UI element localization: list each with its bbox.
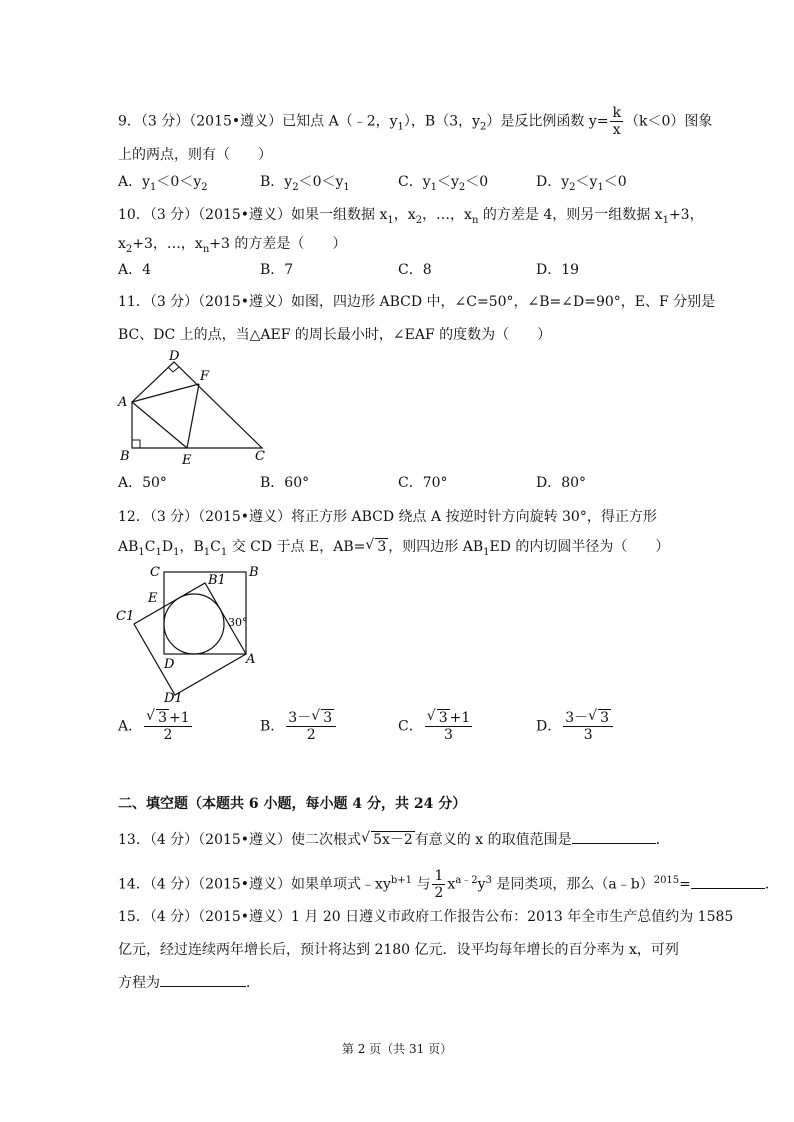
q12-opt-b-head: 3－ <box>288 710 312 726</box>
q9-opt-a-s1: 1 <box>150 181 157 193</box>
q9-sub1: 1 <box>397 121 404 133</box>
q10-text-a: 10．（3 分）（2015•遵义）如果一组数据 x <box>118 207 388 223</box>
q12-opt-c-radicand: 3 <box>438 710 448 726</box>
q10-sub-a: 1 <box>387 214 394 226</box>
q11-option-d: D．80° <box>536 475 587 491</box>
q10-l2-subn: n <box>202 243 210 255</box>
q9-option-b <box>260 172 350 198</box>
q12-sqrt-body: 3 <box>377 539 387 555</box>
q11-option-a: A．50° <box>118 475 167 491</box>
q12-label-d1: D1 <box>164 691 183 706</box>
q13-sqrt-symbol: √ <box>361 830 370 846</box>
q9-opt-b-label: B．y <box>260 174 293 190</box>
q12-opt-b-rad <box>311 710 334 726</box>
q11-right-angle-b <box>132 440 140 448</box>
q15-line2: 亿元，经过连续两年增长后，预计将达到 2180 亿元．设平均每年增长的百分率为 x，可列 <box>118 942 679 958</box>
q12-opt-a-tail: +1 <box>169 710 190 726</box>
q10-text-e: +3， <box>668 207 704 223</box>
q9-text-d: （k＜0）图象 <box>624 113 713 130</box>
q9-opt-c-s1: 1 <box>430 181 437 193</box>
q9-opt-a-mid: ＜0＜y <box>156 174 202 190</box>
q15-text-b: ． <box>246 975 260 991</box>
q12-opt-d-head: 3－ <box>565 710 589 726</box>
q12-incircle <box>164 594 224 654</box>
q12-opt-b-den: 2 <box>306 727 316 743</box>
q13-sqrt <box>361 830 415 850</box>
q13-text-b: 有意义的 x 的取值范围是 <box>414 832 572 848</box>
q12-option-a <box>118 710 194 743</box>
q14-text-a: 14．（4 分）（2015•遵义）如果单项式﹣xy <box>118 876 391 893</box>
q9-frac-num: k <box>612 105 621 121</box>
q9-opt-d-end: ＜0 <box>603 174 627 190</box>
q9-text-c: ）是反比例函数 y= <box>486 113 609 130</box>
q12-opt-b-label: B． <box>260 718 285 735</box>
q9-option-a <box>118 172 208 198</box>
q14-answer-blank[interactable] <box>691 874 765 889</box>
q12-s5: 1 <box>220 546 228 558</box>
q12-opt-c-den: 3 <box>444 727 453 743</box>
q14-text-f: = <box>679 876 691 893</box>
q9-opt-c-end: ＜0 <box>465 174 489 190</box>
q12-opt-c-frac <box>425 710 473 743</box>
q11-figure <box>112 350 282 465</box>
q12-sqrt3 <box>365 537 388 557</box>
q9-opt-d-label: D．y <box>536 174 570 190</box>
q11-label-c: C <box>255 449 265 464</box>
q12-opt-a-label: A． <box>118 718 143 735</box>
q11-label-a: A <box>118 395 128 410</box>
q12-opt-b-sqrt-symbol: √ <box>311 708 321 724</box>
q12-s3: 1 <box>173 546 180 558</box>
q12-opt-b-num <box>286 710 336 727</box>
q10-line1 <box>118 205 704 231</box>
q12-s6: 1 <box>483 546 490 558</box>
q9-opt-a-label: A．y <box>118 174 151 190</box>
q13-line <box>118 829 670 850</box>
q12-t-g: ，则四边形 AB <box>388 539 484 555</box>
q14-sup2: a﹣2 <box>455 874 478 886</box>
q9-opt-c-s2: 2 <box>458 181 466 193</box>
q12-label-30: 30° <box>228 616 248 629</box>
q12-label-b: B <box>249 565 259 580</box>
q12-opt-a-sqrt-symbol: √ <box>146 708 156 724</box>
q12-opt-d-sqrt-symbol: √ <box>588 708 598 724</box>
q12-label-c1: C1 <box>116 609 135 624</box>
q14-text-d: y <box>477 876 486 893</box>
q12-label-c: C <box>150 565 160 580</box>
q9-line2: 上的两点，则有（ ） <box>118 147 272 163</box>
q12-opt-a-num <box>144 710 192 727</box>
q11-right-angle-d <box>168 367 179 372</box>
q10-option-d: D．19 <box>536 262 580 278</box>
q9-text-a: 9．（3 分）（2015•遵义）已知点 A（﹣2，y <box>118 113 398 130</box>
q12-square-abcd <box>164 572 246 654</box>
q14-text-c: x <box>447 876 456 893</box>
q12-option-b <box>260 710 338 743</box>
q11-line-ef <box>187 384 199 448</box>
q9-opt-d-s2: 1 <box>597 181 604 193</box>
q11-label-e: E <box>182 453 192 465</box>
q12-t-h: ED 的内切圆半径为（ ） <box>489 539 670 555</box>
q15-text-a: 方程为 <box>118 975 160 991</box>
q11-quad-abcd <box>132 362 262 448</box>
q12-opt-c-rad <box>427 710 450 726</box>
q9-opt-c-label: C．y <box>398 174 431 190</box>
q12-opt-d-radicand: 3 <box>600 710 610 726</box>
q11-line1: 11．（3 分）（2015•遵义）如图，四边形 ABCD 中，∠C=50°，∠B=∠D=90°，E、F 分别是 <box>118 294 716 310</box>
q12-opt-a-radicand: 3 <box>158 710 168 726</box>
q14-line <box>118 868 779 901</box>
q12-label-d: D <box>164 657 175 672</box>
q14-frac-den: 2 <box>434 885 444 901</box>
q12-label-b1: B1 <box>208 573 226 588</box>
q12-s1: 1 <box>138 546 145 558</box>
q12-line2 <box>118 537 669 563</box>
q10-text-c: ，…，x <box>422 207 472 223</box>
q12-t-e: C <box>210 539 221 555</box>
q15-line1: 15．（4 分）（2015•遵义）1 月 20 日遵义市政府工作报告公布：2013 年全市生产总值约为 1585 <box>118 909 734 925</box>
q14-sup1: b+1 <box>390 874 413 886</box>
q13-radicand: 5x－2 <box>373 832 413 848</box>
q12-label-e: E <box>148 591 158 606</box>
q9-line1 <box>118 105 712 138</box>
q12-option-d <box>536 710 615 743</box>
q14-frac-num: 1 <box>434 868 444 884</box>
q12-t-c: D <box>161 539 174 555</box>
q12-s4: 1 <box>203 546 211 558</box>
q12-opt-b-frac <box>286 710 336 743</box>
q13-text-a: 13．（4 分）（2015•遵义）使二次根式 <box>118 832 362 848</box>
q12-opt-c-sqrt-symbol: √ <box>426 708 436 724</box>
q10-sub-b: 2 <box>415 214 423 226</box>
q12-opt-b-radicand: 3 <box>323 710 333 726</box>
q12-s2: 1 <box>155 546 162 558</box>
q9-opt-b-s1: 2 <box>292 181 299 193</box>
q10-option-c: C．8 <box>398 262 432 278</box>
q9-opt-d-s1: 2 <box>569 181 576 193</box>
q10-l2-b: +3，…，x <box>132 236 203 252</box>
q11-option-c: C．70° <box>398 475 448 491</box>
q10-option-b: B．7 <box>260 262 294 278</box>
q12-t-f: 交 CD 于点 E，AB= <box>227 539 366 555</box>
q12-t-b: C <box>144 539 156 555</box>
q12-opt-d-frac <box>563 710 613 743</box>
q12-opt-c-tail: +1 <box>449 710 471 726</box>
q12-opt-d-label: D． <box>536 718 562 735</box>
q11-line2: BC、DC 上的点，当△AEF 的周长最小时，∠EAF 的度数为（ ） <box>118 327 552 343</box>
q14-text-e: 是同类项，那么（a﹣b） <box>491 876 654 893</box>
q9-text-b: ），B（3，y <box>403 113 481 130</box>
q12-line1: 12．（3 分）（2015•遵义）将正方形 ABCD 绕点 A 按逆时针方向旋转 30°，得正方形 <box>118 509 657 525</box>
q9-opt-c-mid: ＜y <box>437 174 459 190</box>
q12-opt-d-rad <box>588 710 611 726</box>
q9-sub2: 2 <box>480 121 487 133</box>
q10-l2-a: x <box>118 236 126 252</box>
q12-opt-c-label: C． <box>398 718 423 735</box>
q12-label-a: A <box>246 652 256 667</box>
q15-line3 <box>118 972 260 993</box>
q14-text-g: ． <box>764 876 779 893</box>
q10-text-d: 的方差是 4，则另一组数据 x <box>478 207 663 223</box>
q13-answer-blank[interactable] <box>572 829 656 844</box>
q12-opt-a-rad <box>146 710 169 726</box>
q12-t-d: ，B <box>179 539 204 555</box>
q9-opt-a-s2: 2 <box>201 181 208 193</box>
q12-opt-d-num <box>563 710 613 727</box>
q12-opt-a-den: 2 <box>163 727 173 743</box>
q12-opt-d-den: 3 <box>583 727 593 743</box>
q14-sup3: 3 <box>485 874 492 886</box>
q11-label-d: D <box>169 350 180 364</box>
q11-label-b: B <box>120 449 130 464</box>
q9-opt-b-s2: 1 <box>343 181 350 193</box>
q10-l2-c: +3 的方差是（ ） <box>209 236 347 252</box>
q9-option-d <box>536 172 627 198</box>
q9-fraction <box>610 105 622 138</box>
q14-text-b: 与 <box>412 876 431 893</box>
q10-text-b: ，x <box>393 207 416 223</box>
q10-line2 <box>118 234 346 260</box>
q12-t-a: AB <box>118 539 139 555</box>
q12-opt-c-num <box>425 710 473 727</box>
q14-fraction <box>432 868 445 901</box>
q11-option-b: B．60° <box>260 475 310 491</box>
q12-sqrt-symbol: √ <box>365 537 375 553</box>
q10-option-a: A．4 <box>118 262 152 278</box>
q12-option-c <box>398 710 474 743</box>
section-2-heading: 二、填空题（本题共 6 小题，每小题 4 分，共 24 分） <box>118 796 467 812</box>
q12-opt-a-frac <box>144 710 192 743</box>
q15-answer-blank[interactable] <box>160 972 246 987</box>
page-footer: 第 2 页（共 31 页） <box>341 1042 453 1056</box>
q13-text-c: ． <box>655 832 670 848</box>
q9-opt-d-mid: ＜y <box>575 174 598 190</box>
q10-l2-sub2: 2 <box>125 243 133 255</box>
q10-sub-n: n <box>471 214 479 226</box>
q14-sup4: 2015 <box>653 874 680 886</box>
q9-option-c <box>398 172 488 198</box>
q12-figure <box>112 560 272 710</box>
q9-frac-den: x <box>612 122 621 138</box>
q9-opt-b-mid: ＜0＜y <box>298 174 344 190</box>
q11-label-f: F <box>200 369 210 384</box>
q10-sub-c: 1 <box>662 214 669 226</box>
